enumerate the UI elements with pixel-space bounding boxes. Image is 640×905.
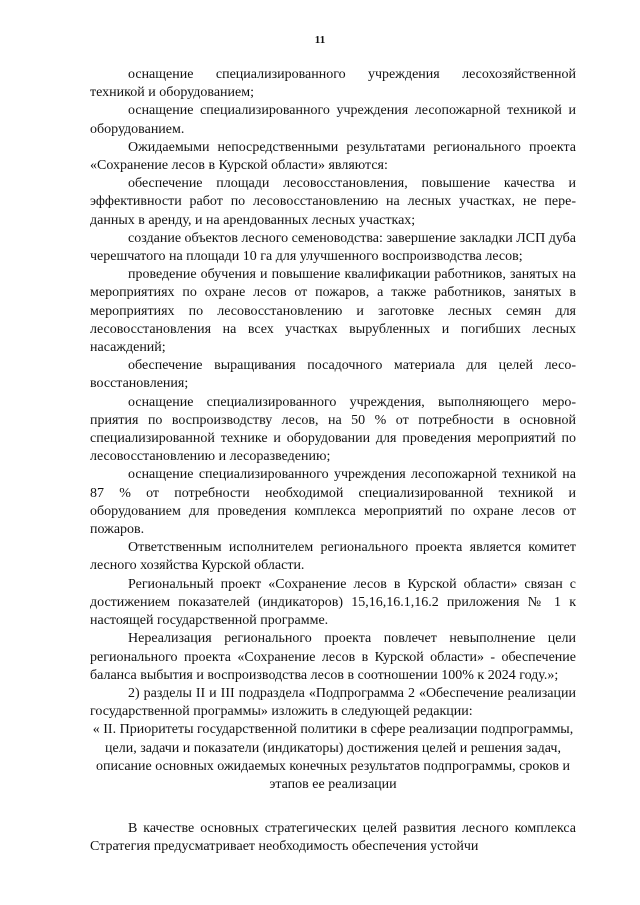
body-text — [90, 66, 576, 857]
paragraph: Нереализация регионального проекта повлечет невыполнение цели регионального проекта «Сохранение лесов в Курской области» - обеспечение баланса выбытия и воспроизводства лесов в соотношении 100% к 2024 году.»; — [90, 631, 576, 683]
paragraph: В качестве основных стратегических целей развития лесного комплекса Стратегия предусматривает необходимость обеспечения устойчи — [90, 821, 576, 855]
paragraph: оснащение специализированного учреждения, выполняющего мероприятия по воспроизводству лесов, на 50 % от потребности в основной специализированной технике и оборудовании для проведения мероприятий по лесовосстановлению и лесоразведению; — [90, 394, 576, 465]
paragraph: оснащение специализированного учреждения лесопожарной техникой и оборудованием. — [90, 103, 576, 137]
paragraph: оснащение специализированного учреждения лесохозяйственной техникой и оборудованием; — [90, 67, 576, 101]
paragraph: обеспечение выращивания посадочного материала для целей лесовосстановления; — [90, 358, 576, 392]
paragraph: создание объектов лесного семеноводства: завершение закладки ЛСП дуба черешчатого на площади 10 га для улучшенного воспроизводства лесов; — [90, 230, 576, 265]
paragraph: Ответственным исполнителем регионального проекта является комитет лесного хозяйства Курской области. — [90, 540, 576, 574]
paragraph: обеспечение площади лесовосстановления, повышение качества и эффективности работ по лесовосстановлению на лесных участках, не переданных в аренду, и на арендованных лесных участках; — [90, 176, 576, 228]
paragraph: оснащение специализированного учреждения лесопожарной техникой на 87 % от потребности необходимой специализированной техникой и оборудованием для проведения комплекса мероприятий по охране лесов от пожаров. — [90, 467, 576, 538]
section-heading: « II. Приоритеты государственной политики в сфере реализации подпрограммы, цели, задачи и показатели (индикаторы) достижения целей и решения задач, описание основных ожидаемых конечных результатов подпрограммы, сроков и этапов ее реализации — [92, 722, 574, 792]
paragraph: Ожидаемыми непосредственными результатами регионального проекта «Сохранение лесов в Курской области» являются: — [90, 139, 576, 174]
section-spacer — [90, 794, 576, 820]
paragraph: 2) разделы II и III подраздела «Подпрограмма 2 «Обеспечение реализации государственной программы» изложить в следующей редакции: — [90, 685, 576, 720]
page-number: 11 — [314, 34, 326, 46]
paragraph: Региональный проект «Сохранение лесов в Курской области» связан с достижением показателей (индикаторов) 15,16,16.1,16.2 приложения № 1 к настоящей государственной программе. — [90, 576, 576, 629]
paragraph: проведение обучения и повышение квалификации работников, занятых на мероприятиях по охране лесов от пожаров, а также работников, занятых в мероприятиях по лесовосстановлению и заготовке лесных семян для лесовосстановления на всех участках вырубленных и погибших лесных насаждений; — [90, 267, 576, 356]
